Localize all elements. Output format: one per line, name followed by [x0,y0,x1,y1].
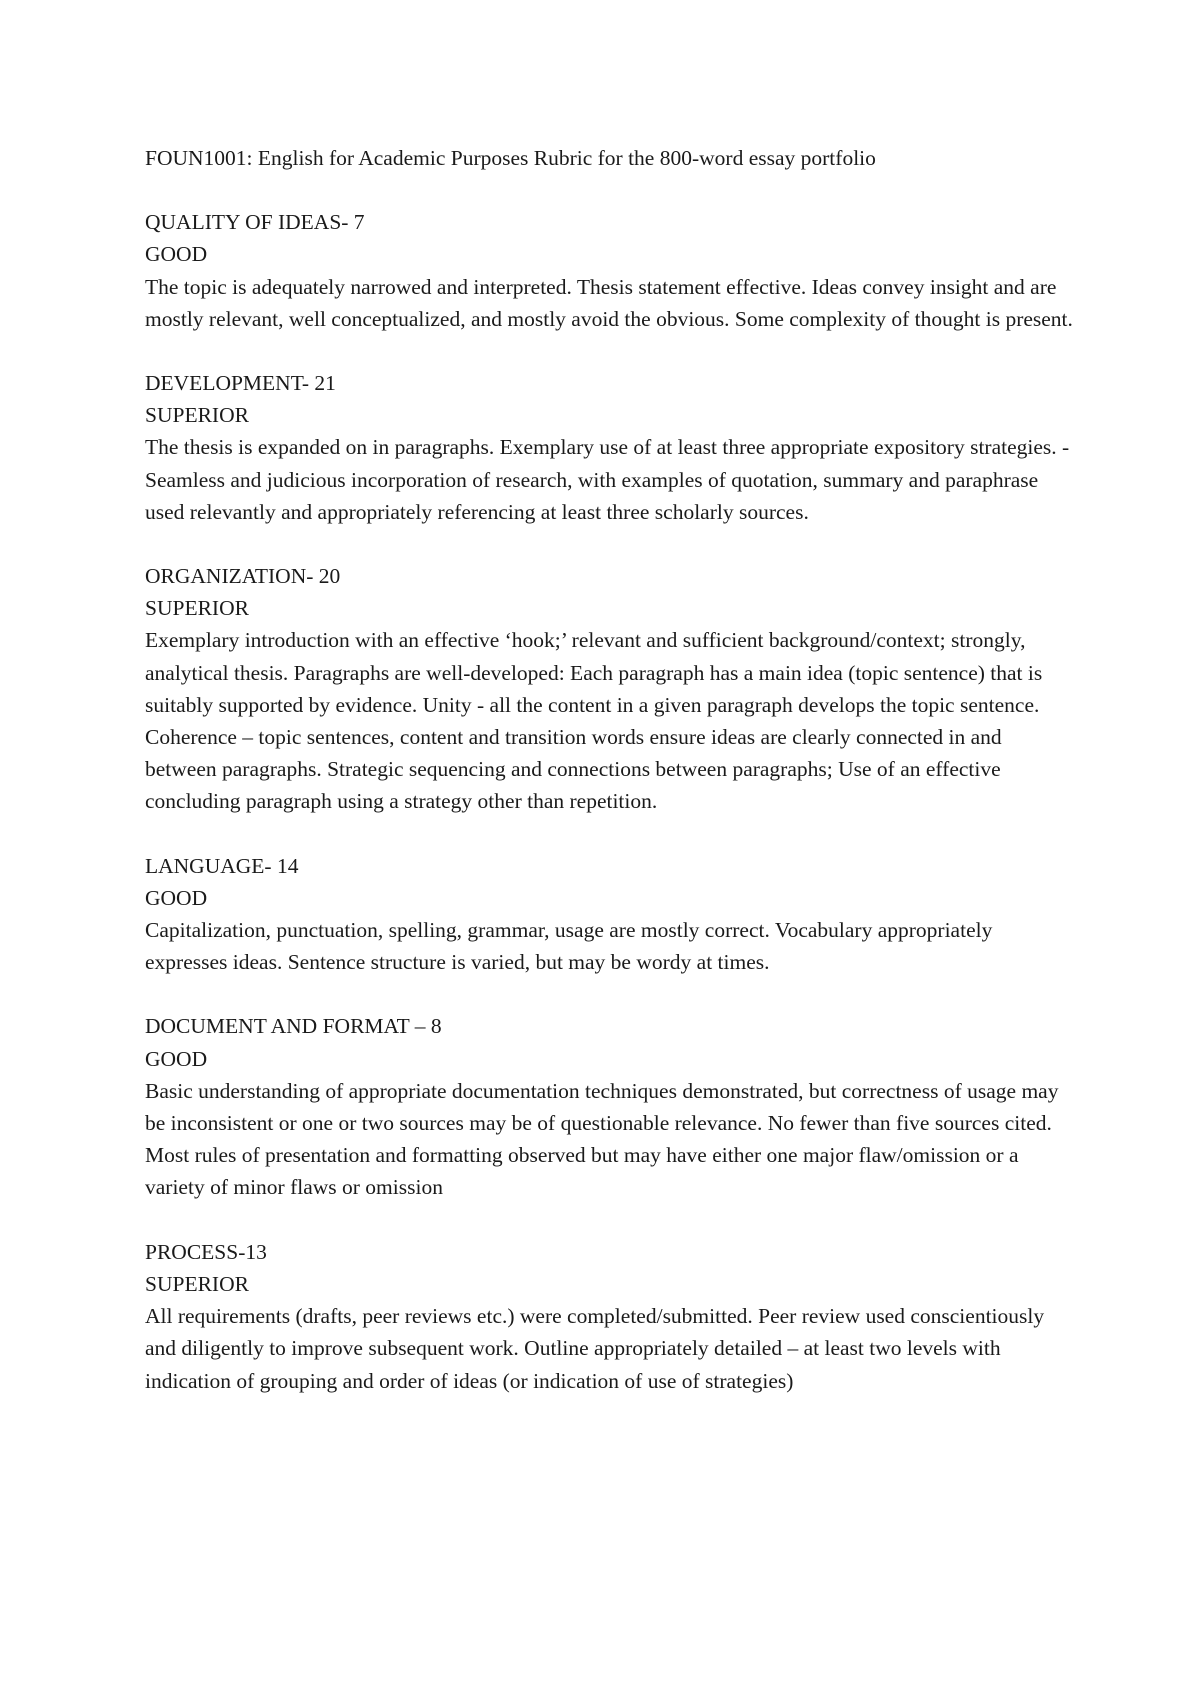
section-body: All requirements (drafts, peer reviews etc.) were completed/submitted. Peer review used conscientiously and diligently to improve subsequent work. Outline appropriately detailed – at least two levels with indication of grouping and order of ideas (or indication of use of strategies) [145,1304,1045,1393]
section-heading: QUALITY OF IDEAS- 7 [145,210,365,235]
section-heading: LANGUAGE- 14 [145,853,299,878]
section-language [145,850,1075,979]
section-rating: GOOD [145,242,208,267]
section-body: The thesis is expanded on in paragraphs. Exemplary use of at least three appropriate expository strategies. -Seamless and judicious incorporation of research, with examples of quotation, summary and paraphrase used relevantly and appropriately referencing at least three scholarly sources. [145,435,1070,524]
section-heading: DEVELOPMENT- 21 [145,371,336,396]
section-rating: GOOD [145,1046,208,1071]
section-body: Basic understanding of appropriate documentation techniques demonstrated, but correctness of usage may be inconsistent or one or two sources may be of questionable relevance. No fewer than five sources cited. Most rules of presentation and formatting observed but may have either one major flaw/omission or a variety of minor flaws or omission [145,1078,1059,1200]
document-page [145,142,1075,1429]
section-heading: DOCUMENT AND FORMAT – 8 [145,1014,442,1039]
section-organization [145,560,1075,818]
section-rating: SUPERIOR [145,596,249,621]
section-document-and-format [145,1010,1075,1203]
section-quality-of-ideas [145,206,1075,335]
section-body: The topic is adequately narrowed and interpreted. Thesis statement effective. Ideas convey insight and are mostly relevant, well conceptualized, and mostly avoid the obvious. Some complexity of thought is present. [145,274,1073,331]
section-process [145,1236,1075,1397]
section-heading: ORGANIZATION- 20 [145,564,341,589]
section-body: Exemplary introduction with an effective ‘hook;’ relevant and sufficient background/context; strongly, analytical thesis. Paragraphs are well-developed: Each paragraph has a main idea (topic sentence) that is suitably supported by evidence. Unity - all the content in a given paragraph develops the topic sentence. Coherence – topic sentences, content and transition words ensure ideas are clearly connected in and between paragraphs. Strategic sequencing and connections between paragraphs; Use of an effective concluding paragraph using a strategy other than repetition. [145,628,1043,814]
section-rating: SUPERIOR [145,1271,249,1296]
section-heading: PROCESS-13 [145,1239,267,1264]
section-body: Capitalization, punctuation, spelling, grammar, usage are mostly correct. Vocabulary appropriately expresses ideas. Sentence structure is varied, but may be wordy at times. [145,918,993,975]
section-development [145,367,1075,528]
section-rating: SUPERIOR [145,403,249,428]
document-title: FOUN1001: English for Academic Purposes Rubric for the 800-word essay portfolio [145,146,876,170]
section-rating: GOOD [145,885,208,910]
